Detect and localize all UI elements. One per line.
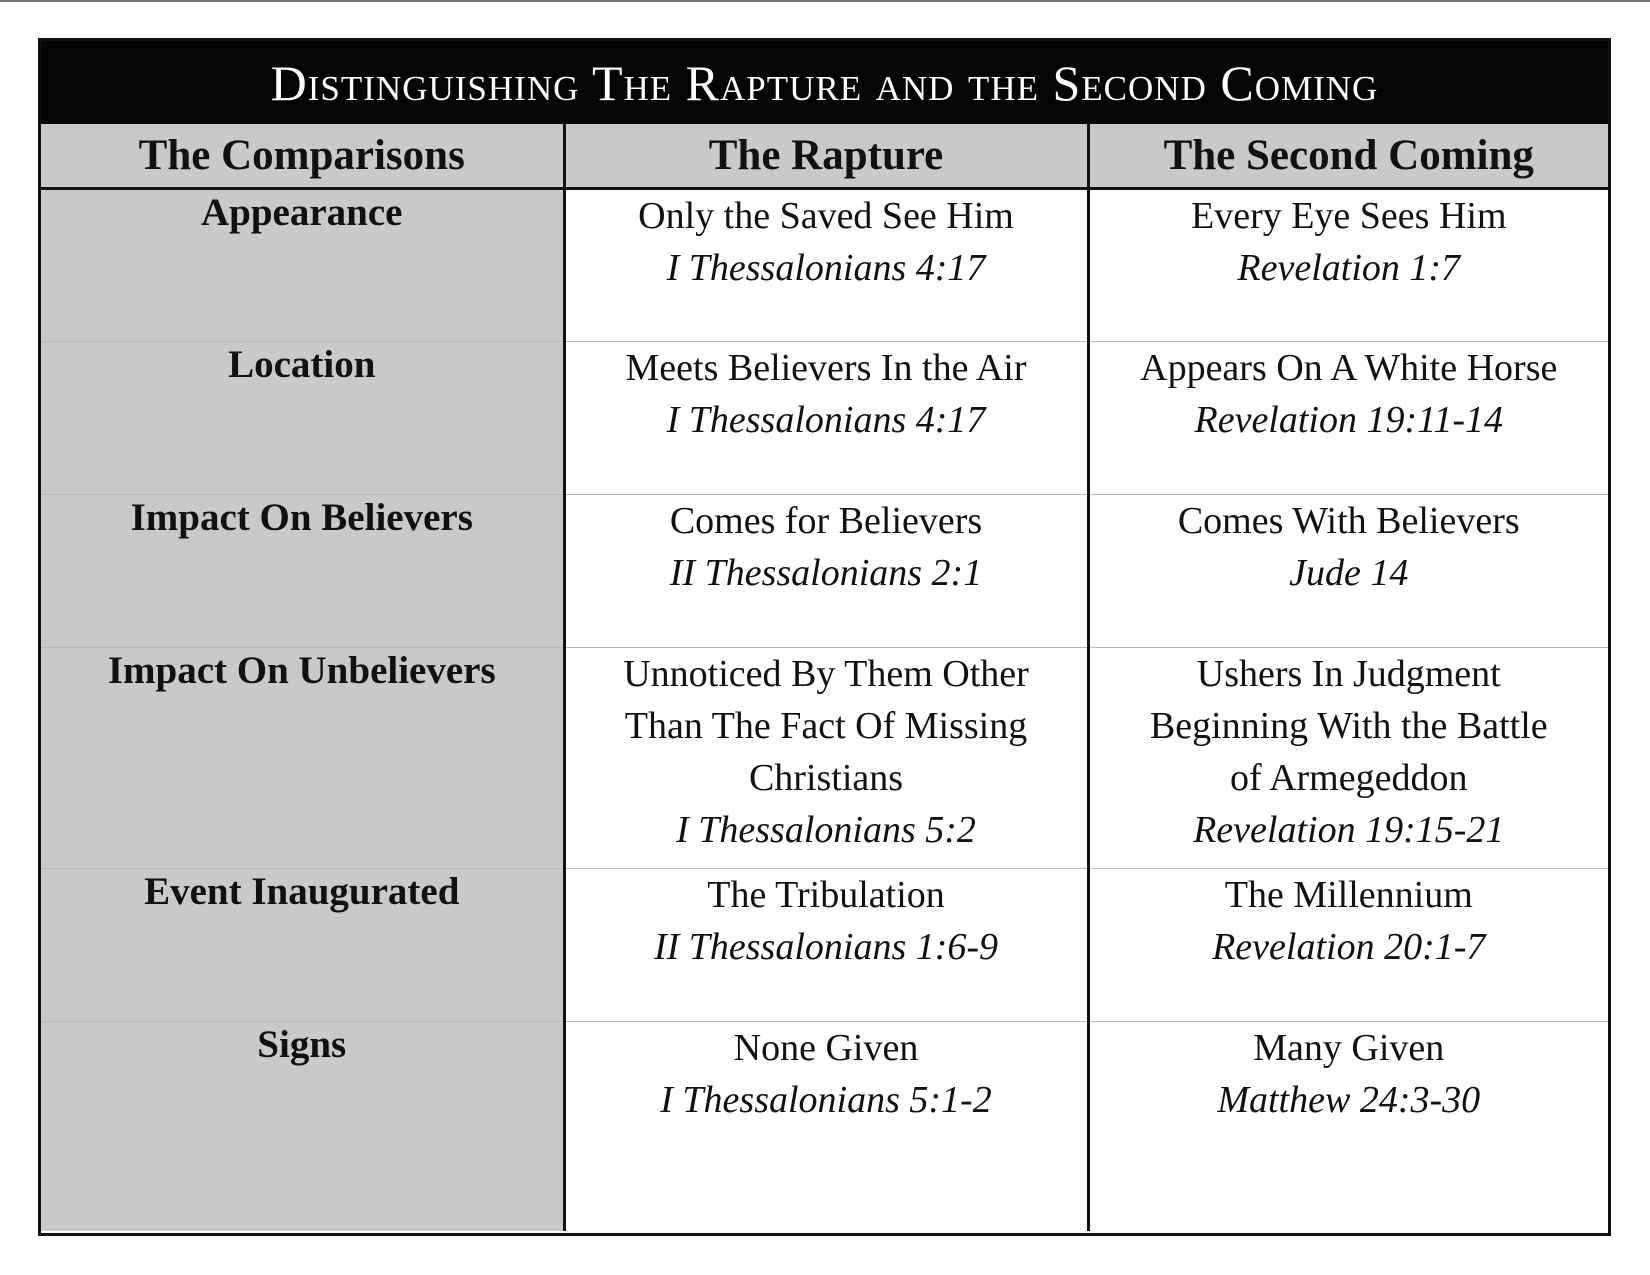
location-second-coming-text: Appears On A White Horse	[1140, 346, 1558, 389]
impact-on-unbelievers-second-coming-reference: Revelation 19:15-21	[1193, 808, 1505, 851]
impact-on-unbelievers-second-coming-line-2: Beginning With the Battle	[1149, 704, 1548, 747]
appearance-second-coming-reference: Revelation 1:7	[1237, 246, 1461, 289]
appearance-second-coming-text: Every Eye Sees Him	[1190, 194, 1507, 237]
impact-on-unbelievers-rapture-line-3: Christians	[748, 756, 904, 799]
event-inaugurated-label: Event Inaugurated	[41, 868, 564, 1021]
impact-on-believers-row	[41, 494, 1608, 647]
appearance-label: Appearance	[41, 188, 564, 341]
impact-on-unbelievers-rapture-reference: I Thessalonians 5:2	[676, 808, 976, 851]
impact-on-unbelievers-second-coming-line-3: of Armegeddon	[1230, 756, 1468, 799]
signs-second-coming-text: Many Given	[1253, 1026, 1445, 1069]
event-inaugurated-rapture-text: The Tribulation	[707, 873, 945, 916]
appearance-rapture-reference: I Thessalonians 4:17	[666, 246, 986, 289]
event-inaugurated-row	[41, 868, 1608, 1021]
signs-rapture-text: None Given	[733, 1026, 919, 1069]
location-label: Location	[41, 341, 564, 494]
impact-on-believers-second-coming-cell	[1088, 494, 1608, 647]
impact-on-believers-second-coming-text: Comes With Believers	[1177, 499, 1520, 542]
impact-on-unbelievers-label: Impact On Unbelievers	[41, 647, 564, 868]
event-inaugurated-second-coming-reference: Revelation 20:1-7	[1212, 925, 1486, 968]
chart-title: Distinguishing The Rapture and the Second Coming	[41, 41, 1608, 124]
impact-on-believers-rapture-reference: II Thessalonians 2:1	[669, 551, 983, 594]
signs-label: Signs	[41, 1021, 564, 1231]
impact-on-unbelievers-second-coming-cell	[1088, 647, 1608, 868]
impact-on-unbelievers-rapture-line-2: Than The Fact Of Missing	[624, 704, 1028, 747]
signs-rapture-cell	[564, 1021, 1088, 1231]
appearance-second-coming-cell	[1088, 188, 1608, 341]
event-inaugurated-rapture-reference: II Thessalonians 1:6-9	[653, 925, 999, 968]
impact-on-believers-rapture-text: Comes for Believers	[669, 499, 983, 542]
top-border-line	[0, 0, 1650, 2]
location-row	[41, 341, 1608, 494]
event-inaugurated-second-coming-cell	[1088, 868, 1608, 1021]
rapture-column-header: The Rapture	[564, 124, 1088, 188]
impact-on-unbelievers-row	[41, 647, 1608, 868]
event-inaugurated-second-coming-text: The Millennium	[1224, 873, 1473, 916]
appearance-rapture-cell	[564, 188, 1088, 341]
signs-second-coming-reference: Matthew 24:3-30	[1217, 1078, 1481, 1121]
comparisons-column-header: The Comparisons	[41, 124, 564, 188]
location-second-coming-cell	[1088, 341, 1608, 494]
second-coming-column-header: The Second Coming	[1088, 124, 1608, 188]
signs-second-coming-cell	[1088, 1021, 1608, 1231]
location-second-coming-reference: Revelation 19:11-14	[1194, 398, 1503, 441]
event-inaugurated-rapture-cell	[564, 868, 1088, 1021]
table-header-row	[41, 124, 1608, 188]
impact-on-unbelievers-rapture-line-1: Unnoticed By Them Other	[623, 652, 1029, 695]
location-rapture-text: Meets Believers In the Air	[625, 346, 1027, 389]
impact-on-believers-second-coming-reference: Jude 14	[1289, 551, 1409, 594]
impact-on-believers-rapture-cell	[564, 494, 1088, 647]
comparison-table	[41, 124, 1608, 1231]
appearance-row	[41, 188, 1608, 341]
appearance-rapture-text: Only the Saved See Him	[638, 194, 1014, 237]
comparison-chart	[38, 38, 1611, 1236]
location-rapture-reference: I Thessalonians 4:17	[666, 398, 986, 441]
impact-on-unbelievers-rapture-cell	[564, 647, 1088, 868]
impact-on-believers-label: Impact On Believers	[41, 494, 564, 647]
location-rapture-cell	[564, 341, 1088, 494]
signs-row	[41, 1021, 1608, 1231]
impact-on-unbelievers-second-coming-line-1: Ushers In Judgment	[1196, 652, 1501, 695]
signs-rapture-reference: I Thessalonians 5:1-2	[660, 1078, 992, 1121]
